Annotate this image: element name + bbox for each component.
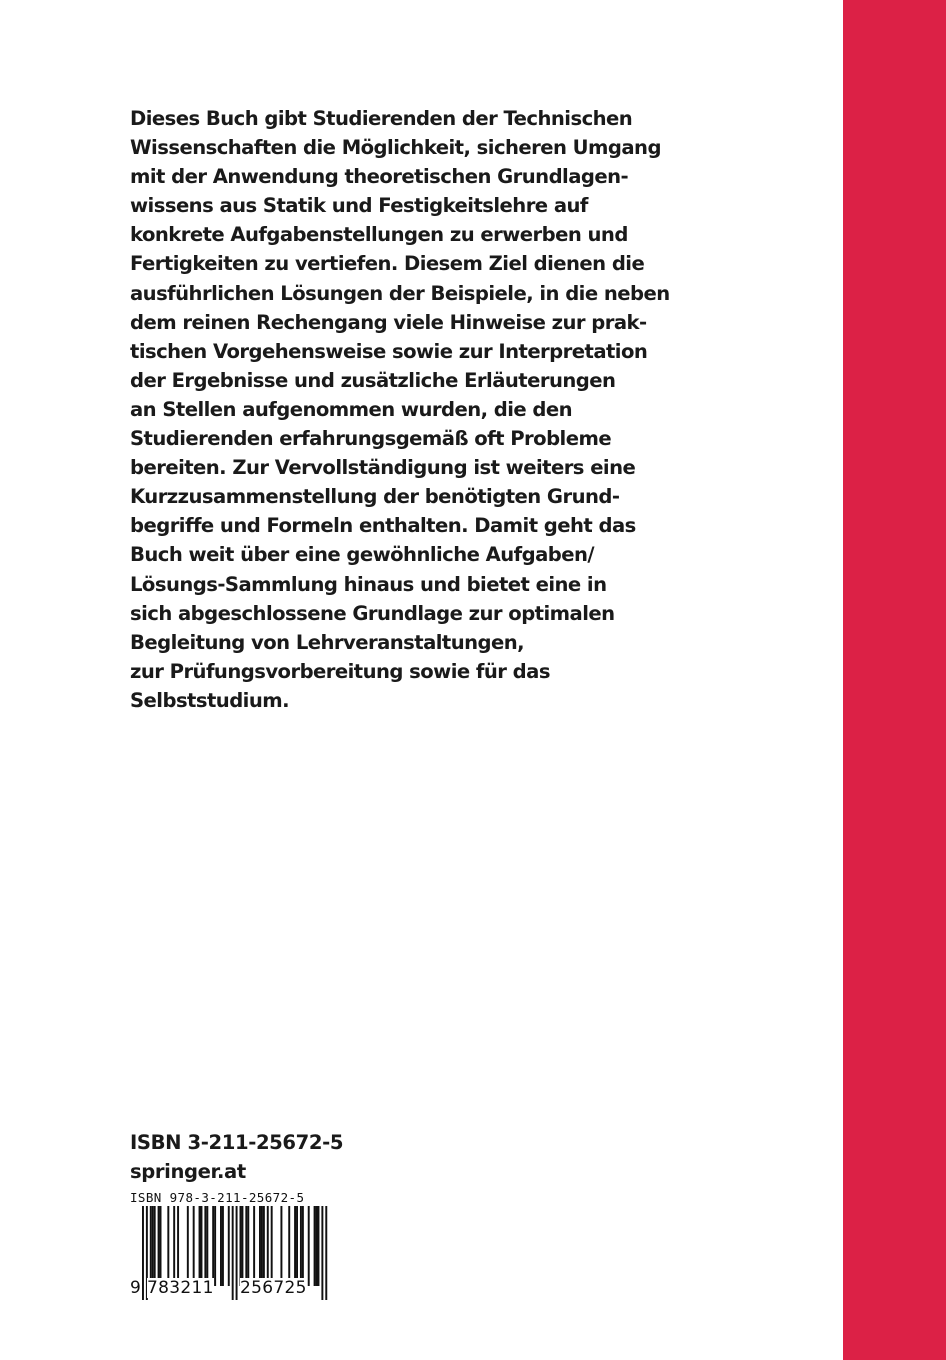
isbn-number: ISBN 3-211-25672-5 [130,1131,344,1154]
barcode-bar [232,1206,234,1300]
barcode-right-digits: 256725 [240,1278,307,1298]
barcode-bar [142,1206,144,1300]
blurb-line: der Ergebnisse und zusätzliche Erläuterungen [130,368,616,392]
barcode-bar [150,1206,152,1286]
barcode-bar [152,1206,154,1286]
barcode-bar [261,1206,263,1286]
barcode-bar [158,1206,160,1286]
barcode-bar [201,1206,203,1286]
blurb-line: tischen Vorgehensweise sowie zur Interpretation [130,339,648,363]
barcode-bar [206,1206,208,1286]
blurb-line: Selbststudium. [130,688,290,712]
barcode-bar [263,1206,265,1286]
barcode-bar [214,1206,216,1286]
publisher-info [130,1128,343,1186]
barcode-bar [271,1206,273,1286]
barcode-bar [245,1206,247,1286]
publisher-website: springer.at [130,1160,246,1183]
barcode-bar [296,1206,298,1286]
barcode-bar [220,1206,222,1286]
barcode-bar [280,1206,282,1286]
barcode-bar [212,1206,214,1286]
barcode-bar [259,1206,261,1286]
blurb-line: dem reinen Rechengang viele Hinweise zur prak- [130,310,647,334]
barcode-bar [325,1206,327,1300]
blurb-line: an Stellen aufgenommen wurden, die den [130,397,573,421]
barcode-bar [314,1206,316,1286]
barcode-bar [302,1206,304,1286]
barcode-bar [241,1206,243,1286]
blurb-line: Dieses Buch gibt Studierenden der Technischen [130,107,633,130]
barcode-bar [222,1206,224,1286]
barcode-bar [247,1206,249,1286]
back-cover-blurb [130,104,830,715]
barcode-bar [167,1206,169,1286]
barcode-bar [173,1206,175,1286]
barcode-bar [154,1206,156,1286]
barcode-bar [300,1206,302,1286]
blurb-line: mit der Anwendung theoretischen Grundlagen- [130,165,629,189]
blurb-line: bereiten. Zur Vervollständigung ist weiters eine [130,456,636,480]
barcode-bar [288,1206,290,1286]
barcode-isbn-label: ISBN 978-3-211-25672-5 [130,1190,305,1205]
blurb-line: konkrete Aufgabenstellungen zu erwerben und [130,223,628,247]
blurb-line: Lösungs-Sammlung hinaus und bietet eine in [130,572,607,596]
blurb-line: begriffe und Formeln enthalten. Damit geht das [130,514,636,538]
barcode-bar [240,1206,242,1286]
barcode-bar [228,1206,230,1286]
barcode-bar [294,1206,296,1286]
blurb-line: ausführlichen Lösungen der Beispiele, in die neben [130,281,670,305]
blurb-line: Studierenden erfahrungsgemäß oft Probleme [130,427,612,451]
blurb-line: Kurzzusammenstellung der benötigten Grund- [130,485,620,509]
barcode-bar [316,1206,318,1286]
barcode-left-digits: 783211 [147,1278,214,1298]
barcode-bar [187,1206,189,1286]
barcode-bar [177,1206,179,1286]
blurb-line: Buch weit über eine gewöhnliche Aufgaben/ [130,543,595,567]
barcode-bar [318,1206,320,1286]
blurb-line: sich abgeschlossene Grundlage zur optimalen [130,601,615,625]
barcode-bar [308,1206,310,1286]
red-spine-stripe [843,0,946,1360]
barcode-bar [160,1206,162,1286]
blurb-line: Fertigkeiten zu vertiefen. Diesem Ziel dienen die [130,252,645,276]
blurb-line: Wissenschaften die Möglichkeit, sicheren Umgang [130,136,661,160]
blurb-line: zur Prüfungsvorbereitung sowie für das [130,659,550,683]
barcode-bar [199,1206,201,1286]
blurb-line: wissens aus Statik und Festigkeitslehre auf [130,194,588,218]
barcode-bar [267,1206,269,1286]
isbn-barcode [130,1190,340,1300]
barcode-bar [253,1206,255,1286]
barcode-bar [321,1206,323,1300]
barcode-lead-digit: 9 [130,1278,142,1298]
barcode-bar [193,1206,195,1286]
barcode-bar [204,1206,206,1286]
barcode-bar [236,1206,238,1300]
blurb-line: Begleitung von Lehrveranstaltungen, [130,630,525,654]
